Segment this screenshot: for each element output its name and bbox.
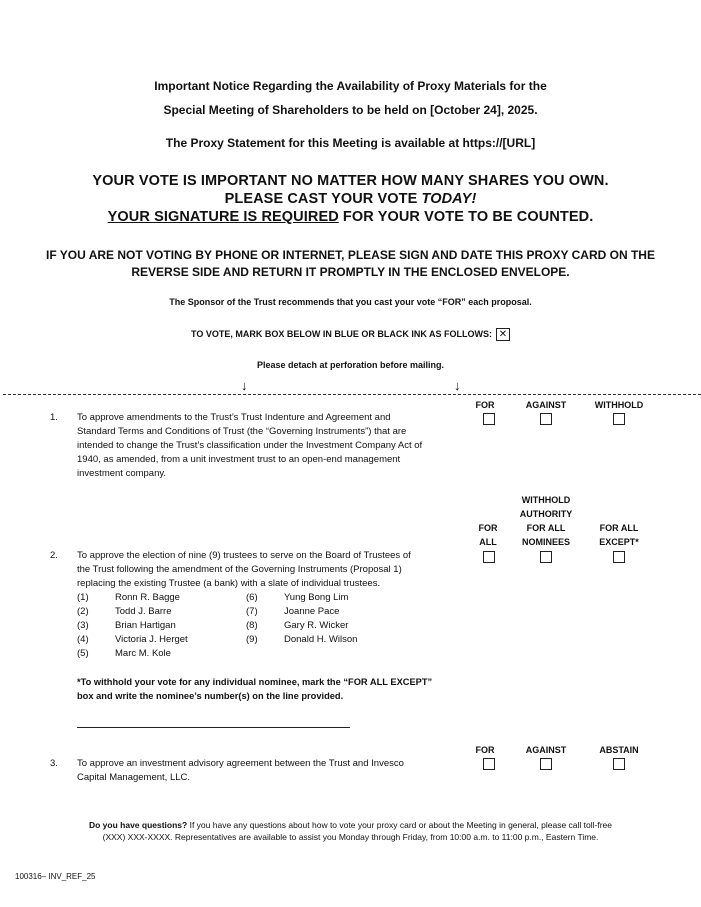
- notice-title-line2: Special Meeting of Shareholders to be held on [October 24], 2025.: [163, 103, 538, 117]
- p3-against-label: AGAINST: [525, 745, 567, 755]
- p2-withhold-authority-label: WITHHOLD AUTHORITY FOR ALL NOMINEES: [519, 495, 573, 547]
- list-item: (3) Brian Hartigan: [77, 620, 176, 631]
- sponsor-recommendation: The Sponsor of the Trust recommends that you cast your vote “FOR” each proposal.: [169, 297, 532, 307]
- down-arrow-icon: ↓: [241, 378, 248, 393]
- list-item: (5) Marc M. Kole: [77, 648, 171, 659]
- p2-withhold-all-checkbox[interactable]: [540, 551, 552, 563]
- proposal-1-number: 1.: [50, 412, 58, 423]
- list-item: (7) Joanne Pace: [246, 606, 340, 617]
- proxy-url-line: The Proxy Statement for this Meeting is available at https://[URL]: [165, 136, 536, 150]
- list-item: (4) Victoria J. Herget: [77, 634, 188, 645]
- list-item: (9) Donald H. Wilson: [246, 634, 358, 645]
- p1-for-label: FOR: [475, 400, 495, 410]
- proposal-3-text: To approve an investment advisory agreement between the Trust and Invesco Capital Management, LLC.: [77, 758, 404, 783]
- questions-line2: (XXX) XXX-XXXX. Representatives are available to assist you Monday through Friday, from 10:00 a.m. to 11:00 p.m., Eastern Time.: [102, 832, 599, 842]
- example-mark-box: ✕: [496, 328, 510, 341]
- mail-notice-line2: REVERSE SIDE AND RETURN IT PROMPTLY IN THE ENCLOSED ENVELOPE.: [131, 265, 570, 279]
- p2-for-all-label: FOR ALL: [478, 523, 498, 547]
- p1-against-label: AGAINST: [525, 400, 567, 410]
- p2-for-all-checkbox[interactable]: [483, 551, 495, 563]
- list-item: (1) Ronn R. Bagge: [77, 592, 180, 603]
- vote-important-line: YOUR VOTE IS IMPORTANT NO MATTER HOW MANY SHARES YOU OWN.: [92, 173, 609, 189]
- p3-for-label: FOR: [475, 745, 495, 755]
- p1-withhold-label: WITHHOLD: [594, 400, 644, 410]
- questions-line1: Do you have questions? If you have any questions about how to vote your proxy card or about the Meeting in general, please call toll-free: [88, 820, 613, 830]
- except-nominee-write-line[interactable]: [77, 727, 350, 728]
- withhold-instructions: *To withhold your vote for any individual nominee, mark the “FOR ALL EXCEPT” box and write the nominee’s number(s) on the line provided.: [77, 677, 433, 701]
- signature-required-line: YOUR SIGNATURE IS REQUIRED FOR YOUR VOTE TO BE COUNTED.: [107, 209, 594, 225]
- p1-against-checkbox[interactable]: [540, 413, 552, 425]
- detach-note: Please detach at perforation before mailing.: [256, 360, 445, 370]
- list-item: (6) Yung Bong Lim: [246, 592, 349, 603]
- perforation-line: [3, 394, 701, 395]
- p2-for-all-except-checkbox[interactable]: [613, 551, 625, 563]
- notice-title-line1: Important Notice Regarding the Availability of Proxy Materials for the: [154, 79, 547, 93]
- p3-for-checkbox[interactable]: [483, 758, 495, 770]
- proposal-1-text: To approve amendments to the Trust’s Trust Indenture and Agreement and Standard Terms and Conditions of Trust (the “Governing Instruments”) that are intended to change the Trust’s classification under the Investment Company Act of 1940, as amended, from a unit investment trust to an open-end management investment company.: [77, 412, 423, 479]
- mark-instruction: TO VOTE, MARK BOX BELOW IN BLUE OR BLACK INK AS FOLLOWS: ✕: [0, 328, 701, 341]
- p3-abstain-checkbox[interactable]: [613, 758, 625, 770]
- nominee-list-left: [77, 591, 188, 661]
- list-item: (8) Gary R. Wicker: [246, 620, 349, 631]
- proposal-2-text: To approve the election of nine (9) trustees to serve on the Board of Trustees of the Trust following the amendment of the Governing Instruments (Proposal 1) replacing the existing Trustee (a bank) with a slate of individual trustees.: [77, 550, 411, 589]
- p3-abstain-label: ABSTAIN: [599, 745, 639, 755]
- p2-for-all-except-label: FOR ALL EXCEPT*: [599, 523, 639, 547]
- footer-code: 100316– INV_REF_25: [15, 872, 96, 881]
- nominee-list-right: [246, 591, 357, 647]
- mail-notice-line1: IF YOU ARE NOT VOTING BY PHONE OR INTERNET, PLEASE SIGN AND DATE THIS PROXY CARD ON THE: [46, 248, 655, 262]
- p1-withhold-checkbox[interactable]: [613, 413, 625, 425]
- p1-for-checkbox[interactable]: [483, 413, 495, 425]
- list-item: (2) Todd J. Barre: [77, 606, 172, 617]
- proposal-3-number: 3.: [50, 758, 58, 769]
- p3-against-checkbox[interactable]: [540, 758, 552, 770]
- down-arrow-icon: ↓: [454, 378, 461, 393]
- proposal-2-number: 2.: [50, 550, 58, 561]
- cast-vote-line: PLEASE CAST YOUR VOTE TODAY!: [224, 191, 477, 207]
